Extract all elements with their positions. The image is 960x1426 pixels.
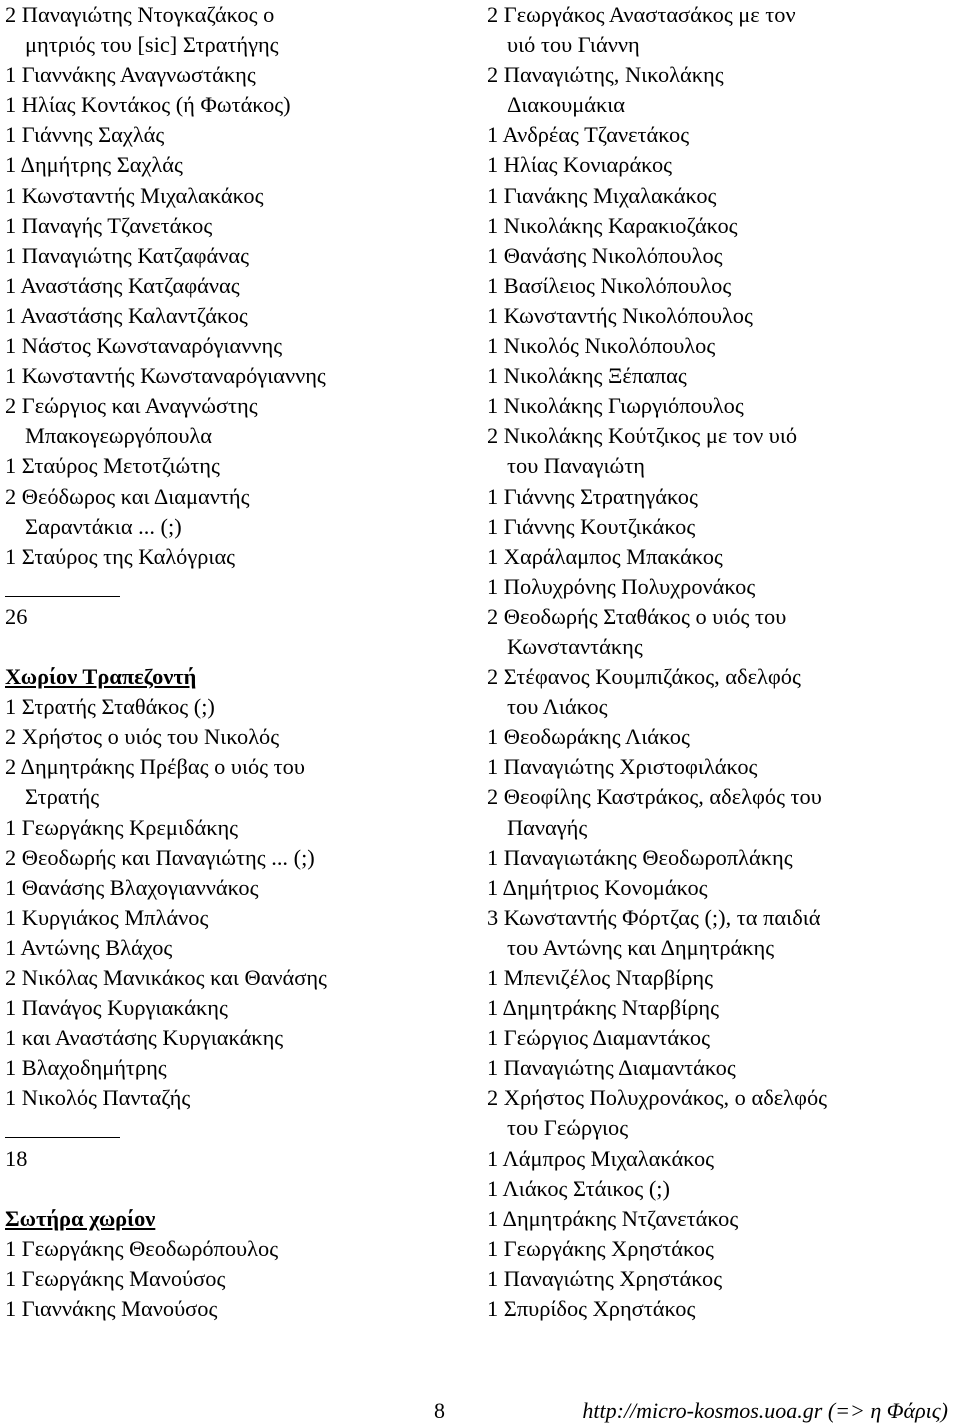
list-entry: 2 Θεόδωρος και Διαμαντής xyxy=(5,483,250,509)
list-entry: 2 Παναγιώτης, Νικολάκης xyxy=(487,62,724,88)
list-entry: 1 Παναγιώτης Διαμαντάκος xyxy=(487,1055,736,1081)
entry-continuation: του Παναγιώτη xyxy=(507,453,645,479)
entry-continuation: υιό του Γιάννη xyxy=(507,32,640,58)
blank-line xyxy=(5,1174,475,1204)
list-entry: 1 Θανάσης Βλαχογιαννάκος xyxy=(5,874,259,900)
list-entry: 1 Λάμπρος Μιχαλακάκος xyxy=(487,1145,715,1171)
list-entry: 1 Παναγιώτης Χριστοφιλάκος xyxy=(487,754,758,780)
entry-continuation: του Αντώνης και Δημητράκης xyxy=(507,934,775,960)
list-entry: 1 Γεωργάκης Μανούσος xyxy=(5,1265,226,1291)
list-entry: 1 Ηλίας Κοντάκος (ή Φωτάκος) xyxy=(5,92,291,118)
list-entry: 1 και Αναστάσης Κυργιακάκης xyxy=(5,1025,284,1051)
list-entry: 1 Αναστάσης Καλαντζάκος xyxy=(5,302,248,328)
section-heading: Σωτήρα χωρίον xyxy=(5,1205,156,1231)
left-column xyxy=(5,0,475,1324)
list-entry: 1 Πολυχρόνης Πολυχρονάκος xyxy=(487,573,756,599)
list-entry: 1 Βλαχοδημήτρης xyxy=(5,1055,167,1081)
list-entry: 2 Δημητράκης Πρέβας ο υιός του xyxy=(5,754,305,780)
list-entry: 1 Νικολάκης Καρακιοζάκος xyxy=(487,212,738,238)
list-entry: 1 Σπυρίδος Χρηστάκος xyxy=(487,1296,696,1322)
list-entry: 1 Γεωργάκης Θεοδωρόπουλος xyxy=(5,1235,279,1261)
section-divider xyxy=(5,1113,475,1143)
list-entry: 1 Γιάννης Κουτζικάκος xyxy=(487,513,696,539)
list-entry: 1 Βασίλειος Νικολόπουλος xyxy=(487,272,732,298)
list-entry: 1 Ανδρέας Τζανετάκος xyxy=(487,122,690,148)
list-entry: 2 Γεωργάκος Αναστασάκος με τον xyxy=(487,2,796,27)
list-entry: 1 Στρατής Σταθάκος (;) xyxy=(5,694,215,720)
list-entry: 1 Αναστάσης Κατζαφάνας xyxy=(5,272,240,298)
section-heading: Χωρίον Τραπεζοντή xyxy=(5,664,197,690)
list-entry: 1 Σταύρος της Καλόγριας xyxy=(5,543,236,569)
list-entry: 1 Γεώργιος Διαμαντάκος xyxy=(487,1025,710,1051)
list-entry: 1 Νικολός Πανταζής xyxy=(5,1085,191,1111)
list-entry: 1 Σταύρος Μετοτζιώτης xyxy=(5,453,220,479)
entry-continuation: του Γεώργιος xyxy=(507,1115,629,1141)
page-number: 8 xyxy=(434,1398,445,1423)
list-entry: 1 Δημητράκης Ντζανετάκος xyxy=(487,1205,739,1231)
divider-rule xyxy=(5,596,120,597)
entry-continuation: Μπακογεωργόπουλα xyxy=(25,423,213,449)
section-total: 26 xyxy=(5,603,28,629)
list-entry: 1 Λιάκος Στάικος (;) xyxy=(487,1175,670,1201)
list-entry: 1 Δημήτριος Κονομάκος xyxy=(487,874,708,900)
entry-continuation: του Λιάκος xyxy=(507,694,608,720)
list-entry: 2 Γεώργιος και Αναγνώστης xyxy=(5,393,258,419)
list-entry: 1 Γιάννης Στρατηγάκος xyxy=(487,483,698,509)
list-entry: 1 Παναγιωτάκης Θεοδωροπλάκης xyxy=(487,844,793,870)
section-divider xyxy=(5,572,475,602)
list-entry: 2 Στέφανος Κουμπιζάκος, αδελφός xyxy=(487,664,801,690)
entry-continuation: Παναγής xyxy=(507,814,588,840)
list-entry: 1 Μπενιζέλος Νταρβίρης xyxy=(487,965,713,990)
blank-line xyxy=(5,632,475,662)
list-entry: 1 Γεωργάκης Χρηστάκος xyxy=(487,1235,714,1261)
list-entry: 1 Κωνσταντής Νικολόπουλος xyxy=(487,302,753,328)
entry-continuation: Κωνσταντάκης xyxy=(507,633,643,659)
list-entry: 1 Γιάννης Σαχλάς xyxy=(5,122,165,148)
list-entry: 1 Κυργιάκος Μπλάνος xyxy=(5,904,209,930)
list-entry: 1 Δημητράκης Νταρβίρης xyxy=(487,995,719,1021)
list-entry: 1 Θανάσης Νικολόπουλος xyxy=(487,242,723,268)
list-entry: 2 Χρήστος Πολυχρονάκος, ο αδελφός xyxy=(487,1085,828,1111)
divider-rule xyxy=(5,1137,120,1138)
list-entry: 2 Παναγιώτης Ντογκαζάκος ο xyxy=(5,2,275,27)
list-entry: 2 Θεοδωρής και Παναγιώτης ... (;) xyxy=(5,844,315,870)
list-entry: 1 Νάστος Κωνσταναρόγιαννης xyxy=(5,333,283,359)
entry-continuation: Διακουμάκια xyxy=(507,92,625,118)
list-entry: 2 Νικόλας Μανικάκος και Θανάσης xyxy=(5,965,327,990)
list-entry: 1 Δημήτρης Σαχλάς xyxy=(5,152,183,178)
list-entry: 1 Θεοδωράκης Λιάκος xyxy=(487,724,690,750)
list-entry: 1 Αντώνης Βλάχος xyxy=(5,934,173,960)
list-entry: 1 Γιαννάκης Αναγνωστάκης xyxy=(5,62,256,88)
list-entry: 2 Χρήστος ο υιός του Νικολός xyxy=(5,724,280,750)
source-url: http://micro-kosmos.uoa.gr (=> η Φάρις) xyxy=(582,1398,948,1423)
list-entry: 1 Γιανάκης Μιχαλακάκος xyxy=(487,182,717,208)
list-entry: 1 Γεωργάκης Κρεμιδάκης xyxy=(5,814,239,840)
list-entry: 1 Νικολάκης Ξέπαπας xyxy=(487,363,687,389)
list-entry: 1 Χαράλαμπος Μπακάκος xyxy=(487,543,723,569)
list-entry: 1 Νικολός Νικολόπουλος xyxy=(487,333,716,359)
entry-continuation: Στρατής xyxy=(25,784,100,810)
list-entry: 1 Πανάγος Κυργιακάκης xyxy=(5,995,228,1021)
list-entry: 2 Θεοφίλης Καστράκος, αδελφός του xyxy=(487,784,822,810)
list-entry: 1 Ηλίας Κονιαράκος xyxy=(487,152,673,178)
entry-continuation: Σαραντάκια ... (;) xyxy=(25,513,182,539)
entry-continuation: μητριός του [sic] Στρατήγης xyxy=(25,32,279,58)
list-entry: 2 Θεοδωρής Σταθάκος ο υιός του xyxy=(487,603,787,629)
list-entry: 3 Κωνσταντής Φόρτζας (;), τα παιδιά xyxy=(487,904,821,930)
list-entry: 1 Κωνσταντής Κωνσταναρόγιαννης xyxy=(5,363,326,389)
list-entry: 1 Κωνσταντής Μιχαλακάκος xyxy=(5,182,264,208)
list-entry: 1 Γιαννάκης Μανούσος xyxy=(5,1296,218,1322)
right-column xyxy=(487,0,957,1324)
list-entry: 1 Παναγής Τζανετάκος xyxy=(5,212,213,238)
list-entry: 2 Νικολάκης Κούτζικος με τον υιό xyxy=(487,423,798,449)
list-entry: 1 Νικολάκης Γιωργιόπουλος xyxy=(487,393,744,419)
section-total: 18 xyxy=(5,1145,28,1171)
list-entry: 1 Παναγιώτης Χρηστάκος xyxy=(487,1265,723,1291)
list-entry: 1 Παναγιώτης Κατζαφάνας xyxy=(5,242,250,268)
